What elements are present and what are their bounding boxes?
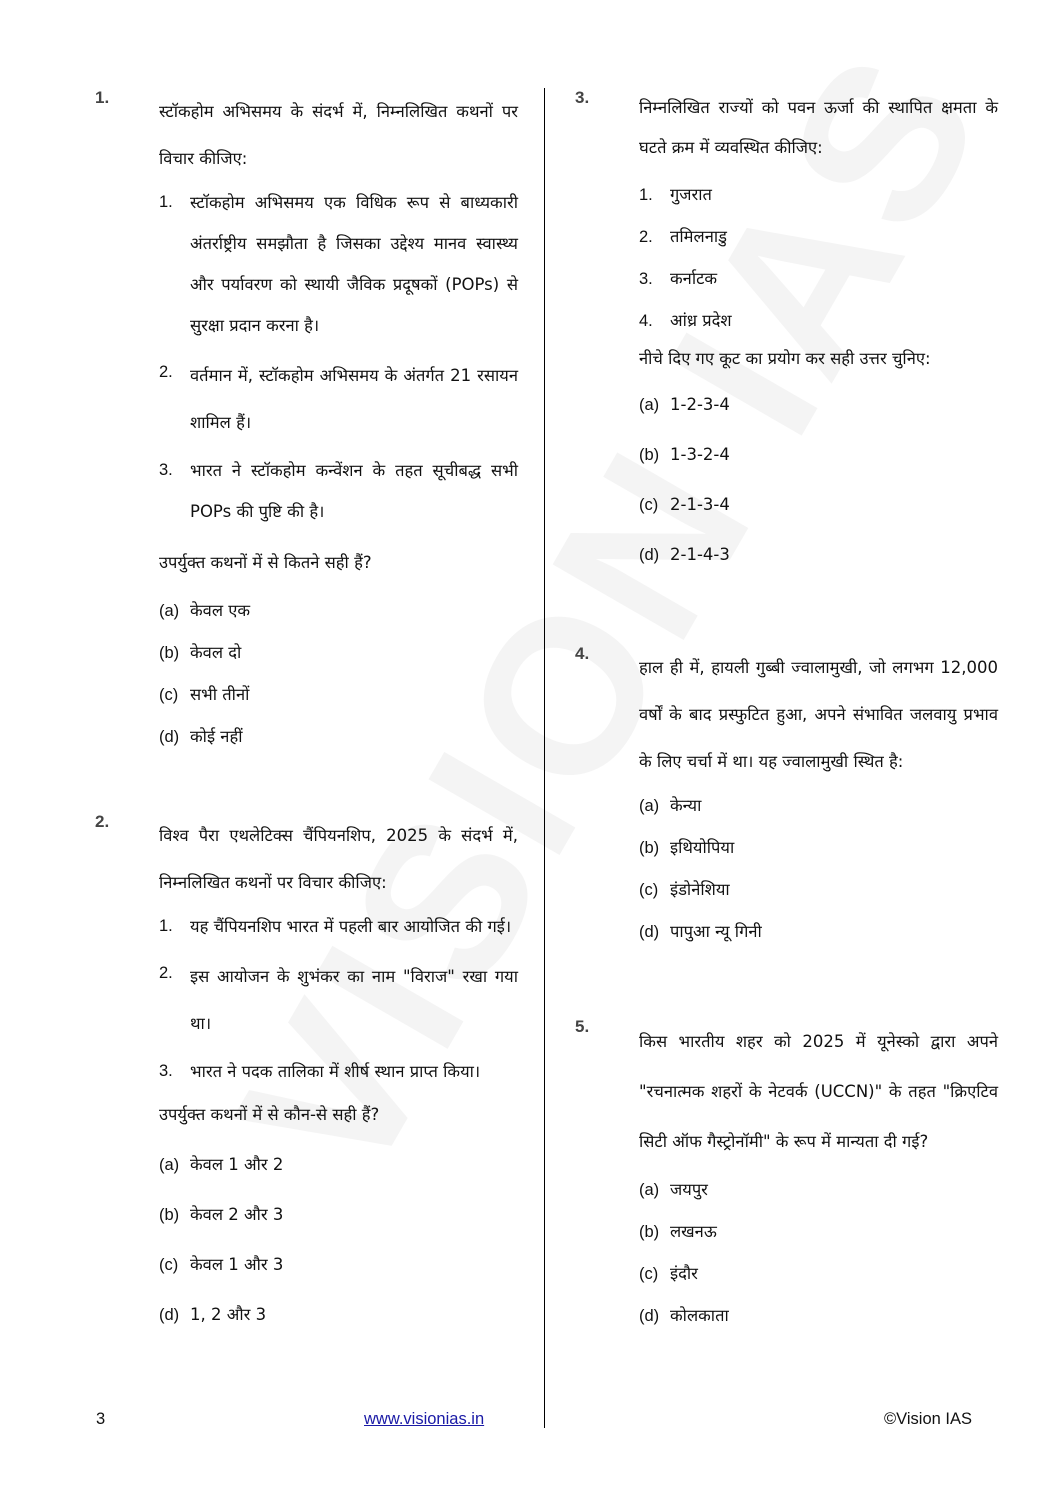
list-item [639, 174, 998, 216]
option-label: (b) [639, 1223, 660, 1241]
option-text: केवल दो [190, 643, 242, 662]
question-prompt: उपर्युक्त कथनों में से कितने सही हैं? [159, 553, 372, 572]
question-stem: स्टॉकहोम अभिसमय के संदर्भ में, निम्नलिखित कथनों पर विचार कीजिए: [159, 102, 518, 168]
statement-number: 3. [159, 461, 173, 479]
column-divider [544, 88, 545, 1428]
option-d[interactable] [159, 1290, 518, 1340]
item-text: गुजरात [670, 185, 712, 204]
statement [159, 1051, 518, 1092]
question-number: 2. [95, 812, 110, 831]
question-3 [575, 88, 998, 580]
list-item [639, 300, 998, 342]
item-number: 2. [639, 228, 653, 246]
option-label: (d) [639, 1307, 660, 1325]
option-label: (b) [639, 446, 660, 464]
statement-text: स्टॉकहोम अभिसमय एक विधिक रूप से बाध्यकारी अंतर्राष्ट्रीय समझौता है जिसका उद्देश्य मानव स्वास्थ्य और पर्यावरण को स्थायी जैविक प्रदूषकों (POPs) से सुरक्षा प्रदान करना है। [190, 193, 518, 335]
option-label: (c) [159, 1256, 179, 1274]
option-label: (c) [639, 496, 659, 514]
page-number: 3 [96, 1410, 106, 1428]
statement [159, 450, 518, 532]
option-a[interactable] [639, 380, 998, 430]
option-text: कोई नहीं [190, 727, 243, 746]
question-1 [95, 88, 518, 758]
statement [159, 906, 518, 947]
option-label: (a) [639, 1181, 660, 1199]
option-text: केन्या [670, 796, 702, 815]
list-item [639, 258, 998, 300]
option-c[interactable] [159, 674, 518, 716]
option-a[interactable] [159, 590, 518, 632]
option-a[interactable] [159, 1140, 518, 1190]
option-text: 1, 2 और 3 [190, 1305, 267, 1324]
question-stem: हाल ही में, हायली गुब्बी ज्वालामुखी, जो लगभग 12,000 वर्षों के बाद प्रस्फुटित हुआ, अपने संभावित जलवायु प्रभाव के लिए चर्चा में था। यह ज्वालामुखी स्थित है: [639, 658, 998, 771]
item-number: 4. [639, 312, 653, 330]
question-2 [95, 812, 518, 1340]
option-b[interactable] [639, 827, 998, 869]
question-number: 4. [575, 644, 590, 663]
option-label: (a) [159, 602, 180, 620]
statement [159, 352, 518, 446]
option-c[interactable] [639, 1253, 998, 1295]
copyright: ©Vision IAS [884, 1410, 972, 1428]
question-stem: निम्नलिखित राज्यों को पवन ऊर्जा की स्थापित क्षमता के घटते क्रम में व्यवस्थित कीजिए: [639, 98, 998, 157]
option-label: (b) [639, 839, 660, 857]
item-number: 1. [639, 186, 653, 204]
option-label: (a) [159, 1156, 180, 1174]
option-d[interactable] [639, 1295, 998, 1337]
option-text: पापुआ न्यू गिनी [670, 922, 762, 941]
option-text: 1-2-3-4 [670, 395, 730, 414]
option-label: (d) [639, 923, 660, 941]
option-c[interactable] [639, 480, 998, 530]
option-text: केवल 2 और 3 [190, 1205, 284, 1224]
statement-text: यह चैंपियनशिप भारत में पहली बार आयोजित की गई। [190, 917, 512, 936]
option-label: (c) [639, 1265, 659, 1283]
option-text: 1-3-2-4 [670, 445, 730, 464]
statement-number: 2. [159, 964, 173, 982]
option-b[interactable] [639, 1211, 998, 1253]
option-text: 2-1-3-4 [670, 495, 730, 514]
question-5 [575, 1017, 998, 1337]
option-text: लखनऊ [670, 1222, 717, 1241]
list-item [639, 216, 998, 258]
option-text: सभी तीनों [190, 685, 250, 704]
option-label: (c) [639, 881, 659, 899]
item-text: आंध्र प्रदेश [670, 311, 732, 330]
question-number: 5. [575, 1017, 590, 1036]
question-4 [575, 644, 998, 953]
item-text: कर्नाटक [670, 269, 718, 288]
option-d[interactable] [159, 716, 518, 758]
statement-text: भारत ने पदक तालिका में शीर्ष स्थान प्राप्त किया। [190, 1062, 481, 1081]
statement-text: वर्तमान में, स्टॉकहोम अभिसमय के अंतर्गत 21 रसायन शामिल हैं। [190, 366, 518, 432]
statement-number: 1. [159, 917, 173, 935]
question-prompt: उपर्युक्त कथनों में से कौन-से सही हैं? [159, 1105, 380, 1124]
option-d[interactable] [639, 530, 998, 580]
option-text: केवल एक [190, 601, 251, 620]
option-text: इथियोपिया [670, 838, 735, 857]
option-label: (b) [159, 1206, 180, 1224]
left-column [95, 88, 518, 1340]
statement-number: 1. [159, 193, 173, 211]
question-number: 3. [575, 88, 590, 107]
item-number: 3. [639, 270, 653, 288]
statement-number: 2. [159, 363, 173, 381]
option-text: कोलकाता [670, 1306, 729, 1325]
option-text: केवल 1 और 2 [190, 1155, 284, 1174]
website-link[interactable]: www.visionias.in [364, 1410, 485, 1428]
option-a[interactable] [639, 785, 998, 827]
statement-text: भारत ने स्टॉकहोम कन्वेंशन के तहत सूचीबद्ध सभी POPs की पुष्टि की है। [190, 461, 518, 521]
option-a[interactable] [639, 1169, 998, 1211]
question-prompt: नीचे दिए गए कूट का प्रयोग कर सही उत्तर चुनिए: [639, 349, 931, 368]
option-text: इंदौर [670, 1264, 698, 1283]
option-text: 2-1-4-3 [670, 545, 730, 564]
option-text: जयपुर [670, 1180, 708, 1199]
option-label: (b) [159, 644, 180, 662]
question-stem: विश्व पैरा एथलेटिक्स चैंपियनशिप, 2025 के संदर्भ में, निम्नलिखित कथनों पर विचार कीजिए: [159, 826, 518, 892]
statement [159, 182, 518, 346]
statement-text: इस आयोजन के शुभंकर का नाम "विराज" रखा गया था। [190, 967, 518, 1033]
item-text: तमिलनाडु [670, 227, 727, 246]
option-label: (d) [639, 546, 660, 564]
option-c[interactable] [639, 869, 998, 911]
option-b[interactable] [639, 430, 998, 480]
option-label: (c) [159, 686, 179, 704]
option-label: (d) [159, 1306, 180, 1324]
option-b[interactable] [159, 1190, 518, 1240]
option-label: (d) [159, 728, 180, 746]
option-label: (a) [639, 797, 660, 815]
statement-number: 3. [159, 1062, 173, 1080]
option-text: केवल 1 और 3 [190, 1255, 284, 1274]
statement [159, 953, 518, 1047]
right-column [575, 88, 998, 1337]
option-label: (a) [639, 396, 660, 414]
option-d[interactable] [639, 911, 998, 953]
option-text: इंडोनेशिया [670, 880, 730, 899]
question-number: 1. [95, 88, 110, 107]
option-c[interactable] [159, 1240, 518, 1290]
question-stem: किस भारतीय शहर को 2025 में यूनेस्को द्वारा अपने "रचनात्मक शहरों के नेटवर्क (UCCN)" के तहत "क्रिएटिव सिटी ऑफ गैस्ट्रोनॉमी" के रूप में मान्यता दी गई? [639, 1032, 998, 1151]
option-b[interactable] [159, 632, 518, 674]
